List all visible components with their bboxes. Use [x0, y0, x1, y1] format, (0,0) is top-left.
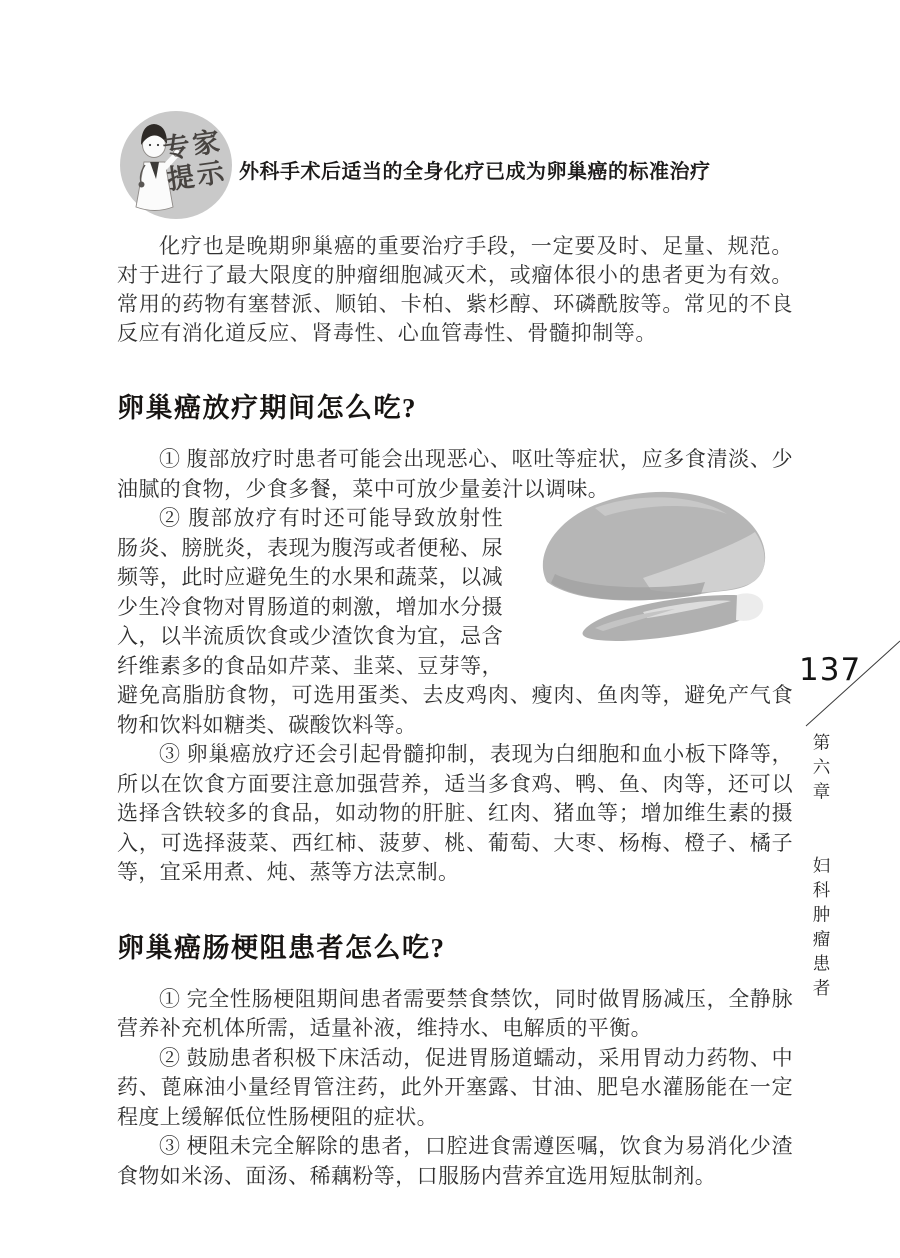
chapter-title: 妇科肿瘤患者: [811, 855, 831, 1003]
section2-item-3: ③ 梗阻未完全解除的患者，口腔进食需遵医嘱，饮食为易消化少渣食物如米汤、面汤、稀藕粉等，口服肠内营养宜选用短肽制剂。: [117, 1134, 793, 1188]
section1-item-2: ② 腹部放疗有时还可能导致放射性肠炎、膀胱炎，表现为腹泻或者便秘、尿频等，此时应避免生的水果和蔬菜，以减少生冷食物对胃肠道的刺激，增加水分摄入，以半流质饮食或少渣饮食为宜，忌含纤维素多的食品如芹菜、韭菜、豆芽等，避免高脂肪食物，可选用蛋类、去皮鸡肉、瘦肉、鱼肉等，避免产气食物和饮料如糖类、碳酸饮料等。: [117, 506, 793, 737]
section2-item-2: ② 鼓励患者积极下床活动，促进胃肠道蠕动，采用胃动力药物、中药、蓖麻油小量经胃管注药，此外开塞露、甘油、肥皂水灌肠能在一定程度上缓解低位性肠梗阻的症状。: [117, 1045, 793, 1129]
section2-heading: 卵巢癌肠梗阻患者怎么吃?: [117, 932, 446, 963]
page-number: 137: [799, 652, 862, 688]
expert-tip: [117, 110, 793, 220]
section1-item-1: ① 腹部放疗时患者可能会出现恶心、呕吐等症状，应多食清淡、少油腻的食物，少食多餐，菜中可放少量姜汁以调味。: [117, 447, 793, 501]
doctor-expert-tip-icon: [117, 110, 233, 220]
page-content: [117, 110, 793, 1191]
expert-tip-badge-label: [161, 126, 229, 196]
section1-heading: 卵巢癌放疗期间怎么吃?: [117, 393, 417, 423]
badge-line1: 专家: [160, 126, 225, 165]
badge-line2: 提示: [165, 156, 229, 195]
chapter-sidebar: [809, 733, 834, 1003]
diagonal-line: [772, 626, 900, 730]
intro-paragraph: 化疗也是晚期卵巢癌的重要治疗手段，一定要及时、足量、规范。对于进行了最大限度的肿瘤细胞减灭术，或瘤体很小的患者更为有效。常用的药物有塞替派、顺铂、卡柏、紫杉醇、环磷酰胺等。常见的不良反应有消化道反应、肾毒性、心血管毒性、骨髓抑制等。: [117, 234, 793, 345]
section2-item-1: ① 完全性肠梗阻期间患者需要禁食禁饮，同时做胃肠减压，全静脉营养补充机体所需，适量补液，维持水、电解质的平衡。: [117, 986, 793, 1040]
section1-item-3: ③ 卵巢癌放疗还会引起骨髓抑制，表现为白细胞和血小板下降等，所以在饮食方面要注意加强营养，适当多食鸡、鸭、鱼、肉等，还可以选择含铁较多的食品，如动物的肝脏、红肉、猪血等；增加维生素的摄入，可选择菠菜、西红柿、菠萝、桃、葡萄、大枣、杨梅、橙子、橘子等，宜采用煮、炖、蒸等方法烹制。: [117, 742, 793, 884]
expert-tip-headline: 外科手术后适当的全身化疗已成为卵巢癌的标准治疗: [239, 160, 711, 183]
chapter-number: 第六章: [811, 733, 831, 807]
